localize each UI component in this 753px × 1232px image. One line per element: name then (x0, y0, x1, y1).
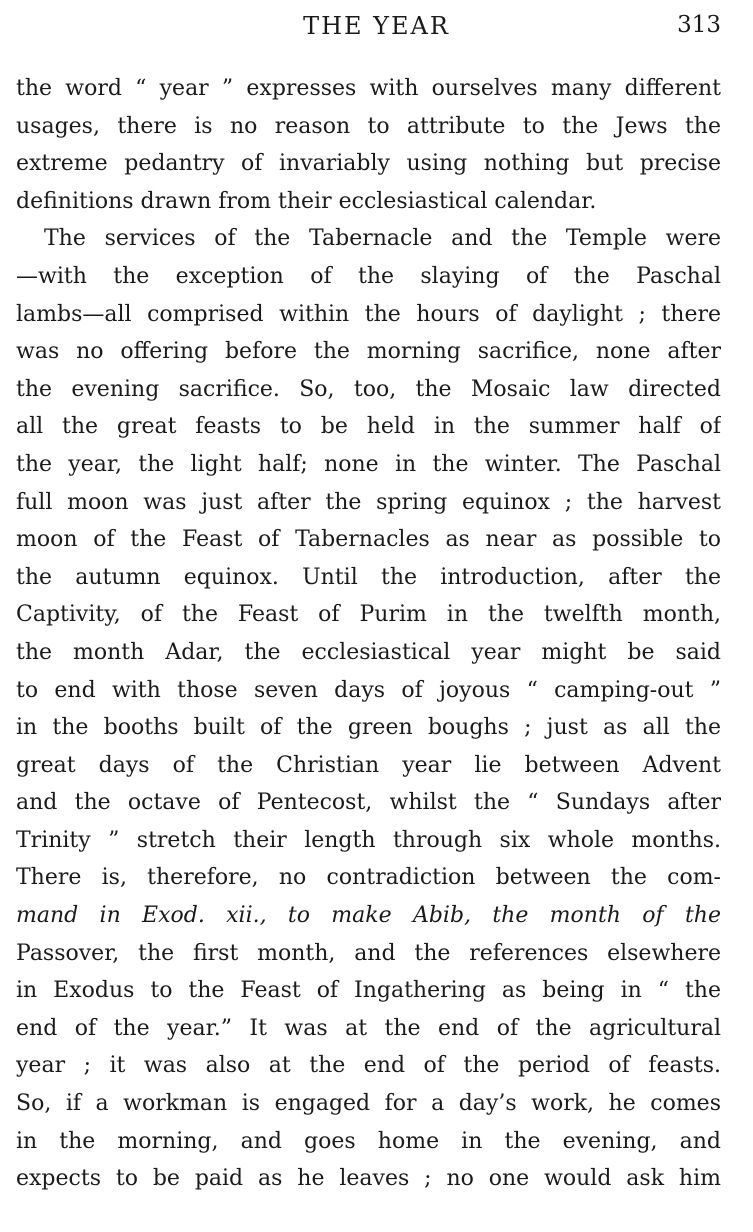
text-line: definitions drawn from their ecclesiastical calendar. (16, 188, 597, 214)
text-line: So, if a workman is engaged for a day’s work, he comes (16, 1091, 721, 1117)
text-line: was no offering before the morning sacrifice, none after (16, 339, 721, 365)
running-title: THE YEAR (303, 12, 450, 40)
text-line: Trinity ” stretch their length through six whole months. (16, 827, 721, 853)
text-line: the word “ year ” expresses with ourselves many different (16, 76, 721, 101)
text-line: the year, the light half; none in the winter. The Paschal (16, 451, 721, 477)
text-line: to end with those seven days of joyous “ camping-out ” (16, 677, 721, 703)
text-line: lambs—all comprised within the hours of daylight ; there (16, 301, 721, 327)
text-line: great days of the Christian year lie between Advent (16, 752, 721, 778)
running-head (0, 10, 753, 46)
text-line: in the booths built of the green boughs ; just as all the (16, 715, 721, 741)
text-line: moon of the Feast of Tabernacles as near as possible to (16, 527, 721, 553)
paragraph (16, 220, 721, 1197)
text-line: year ; it was also at the end of the period of feasts. (16, 1053, 721, 1079)
body-text (16, 70, 721, 1198)
text-line: Captivity, of the Feast of Purim in the twelfth month, (16, 602, 721, 628)
page-number: 313 (677, 12, 721, 38)
text-line: full moon was just after the spring equinox ; the harvest (16, 489, 721, 515)
text-line: and the octave of Pentecost, whilst the “ Sundays after (16, 790, 721, 816)
text-line: Passover, the first month, and the references elsewhere (16, 940, 721, 966)
text-line-italic: mand in Exod. xii., to make Abib, the month of the (16, 903, 721, 929)
text-line: in Exodus to the Feast of Ingathering as being in “ the (16, 978, 721, 1004)
text-line: the evening sacrifice. So, too, the Mosaic law directed (16, 376, 721, 402)
text-line: The services of the Tabernacle and the Temple were (44, 226, 721, 252)
text-line: in the morning, and goes home in the evening, and (16, 1128, 721, 1154)
text-line: usages, there is no reason to attribute to the Jews the (16, 113, 721, 139)
paragraph (16, 70, 721, 220)
text-line: the autumn equinox. Until the introduction, after the (16, 564, 721, 590)
text-line: expects to be paid as he leaves ; no one would ask him (16, 1166, 721, 1192)
text-line: —with the exception of the slaying of the Paschal (16, 263, 721, 289)
text-line: extreme pedantry of invariably using nothing but precise (16, 151, 721, 177)
text-line: the month Adar, the ecclesiastical year might be said (16, 639, 721, 665)
text-line: all the great feasts to be held in the summer half of (16, 414, 721, 440)
text-line: end of the year.” It was at the end of the agricultural (16, 1015, 721, 1041)
text-line: There is, therefore, no contradiction between the com- (16, 865, 721, 891)
